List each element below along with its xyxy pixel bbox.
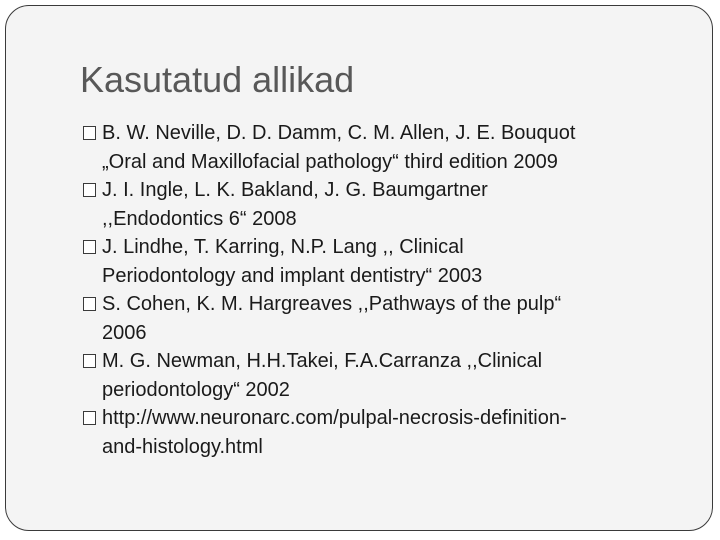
reference-link-line[interactable]: http://www.neuronarc.com/pulpal-necrosis-definition- — [102, 407, 567, 429]
reference-item — [83, 290, 683, 347]
reference-line: S. Cohen, K. M. Hargreaves ,,Pathways of the pulp“ — [102, 293, 562, 315]
square-bullet-icon — [83, 354, 96, 368]
reference-link-line[interactable]: and-histology.html — [102, 435, 263, 458]
slide-title: Kasutatud allikad — [80, 59, 355, 100]
square-bullet-icon — [83, 240, 96, 254]
reference-line: J. I. Ingle, L. K. Bakland, J. G. Baumgartner — [102, 179, 488, 201]
square-bullet-icon — [83, 183, 96, 197]
reference-line: „Oral and Maxillofacial pathology“ third edition 2009 — [102, 150, 558, 173]
reference-item — [83, 347, 683, 404]
reference-item — [83, 119, 683, 176]
reference-line: M. G. Newman, H.H.Takei, F.A.Carranza ,,Clinical — [102, 350, 543, 372]
square-bullet-icon — [83, 411, 96, 425]
reference-line: periodontology“ 2002 — [102, 378, 290, 401]
reference-item — [83, 233, 683, 290]
square-bullet-icon — [83, 297, 96, 311]
reference-line: J. Lindhe, T. Karring, N.P. Lang ,, Clinical — [102, 236, 464, 258]
reference-line: B. W. Neville, D. D. Damm, C. M. Allen, J. E. Bouquot — [102, 122, 576, 144]
reference-list — [83, 119, 683, 461]
reference-line: Periodontology and implant dentistry“ 2003 — [102, 264, 483, 287]
reference-line: ,,Endodontics 6“ 2008 — [102, 207, 297, 230]
reference-item-link[interactable] — [83, 404, 683, 461]
reference-item — [83, 176, 683, 233]
reference-line: 2006 — [102, 321, 147, 344]
square-bullet-icon — [83, 126, 96, 140]
